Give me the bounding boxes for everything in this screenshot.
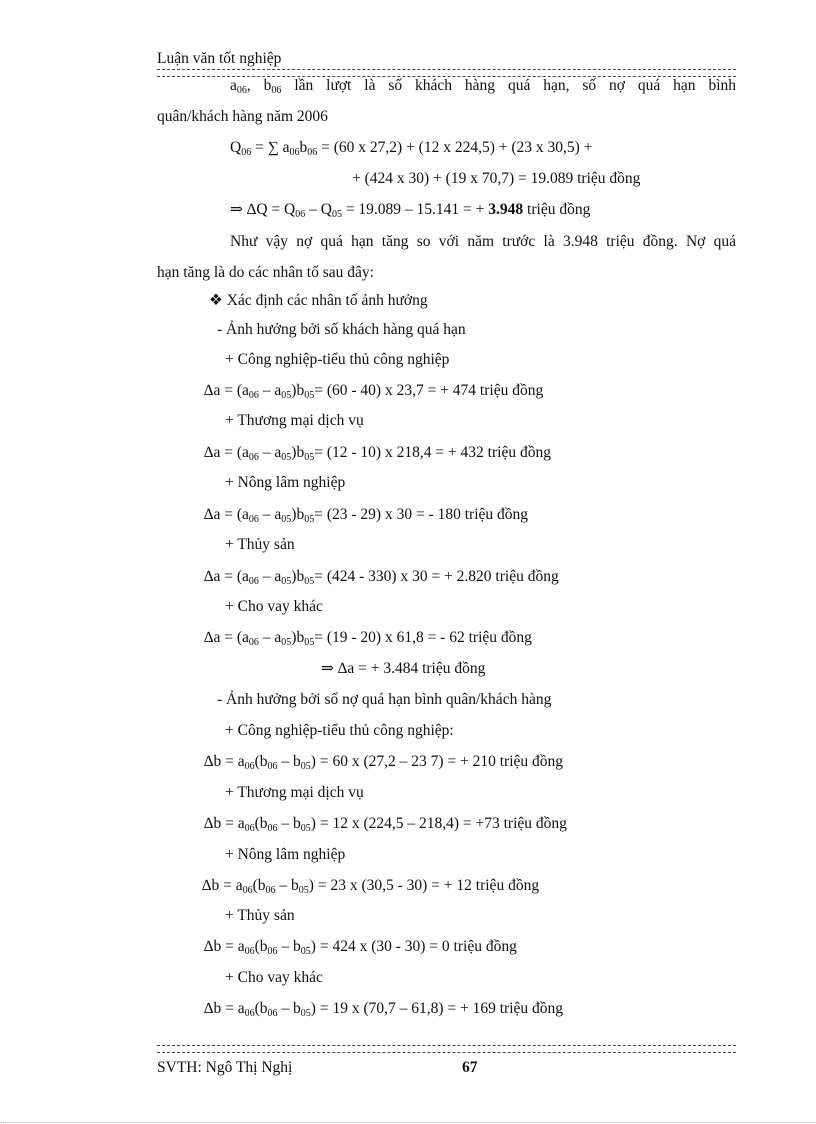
delta-b-sector-2: + Thương mại dịch vụ <box>225 784 364 801</box>
delta-a-sector-4: + Thủy sản <box>225 536 295 553</box>
delta-b-calc-5: $\Delta b = a_{06}(b_{06} - b_{05}) = 19$ x (70,7 – 61,8) = + 169 triệu đồng <box>204 1000 564 1019</box>
delta-a-total: ⇒ ∆a = + 3.484 triệu đồng <box>321 660 486 677</box>
diamond-bullet-icon: ❖ <box>209 292 223 309</box>
delta-b-sector-4: + Thủy sản <box>225 907 295 924</box>
q06-formula-line-1: $Q_{06}$ = ∑ $a_{06}b_{06} = (60$ x 27,2) + (12 x 224,5) + (23 x 30,5) + <box>230 139 593 158</box>
delta-a-calc-1: $\Delta a = (a_{06} - a_{05})b_{05}= (60 - 40)$ x 23,7 = + 474 triệu đồng <box>204 382 544 401</box>
delta-b-calc-1: $\Delta b = a_{06}(b_{06} - b_{05}) = 60$ x (27,2 – 23 7) = + 210 triệu đồng <box>204 753 564 772</box>
delta-a-calc-2: $\Delta a = (a_{06} - a_{05})b_{05}= (12 - 10)$ x 218,4 = + 432 triệu đồng <box>204 444 551 463</box>
subsection-b-heading: - Ảnh hưởng bởi số nợ quá hạn bình quân/khách hàng <box>217 691 552 708</box>
delta-b-calc-4: $\Delta b = a_{06}(b_{06} - b_{05}) = 424$ x (30 - 30) = 0 triệu đồng <box>204 938 517 957</box>
subsection-a-heading: - Ảnh hưởng bởi số khách hàng quá hạn <box>217 321 466 338</box>
delta-b-sector-5: + Cho vay khác <box>225 969 323 986</box>
delta-b-sector-1: + Công nghiệp-tiểu thủ công nghiệp: <box>225 722 454 739</box>
footer-divider <box>157 1045 736 1053</box>
delta-q-formula: ⇒ $\Delta Q = Q_{06} - Q_{05} = 19.089 - 15.141$ = + 3.948 triệu đồng <box>230 201 591 220</box>
delta-b-calc-3: $\Delta b = a_{06}(b_{06} - b_{05}) = 23$ x (30,5 - 30) = + 12 triệu đồng <box>202 877 540 896</box>
delta-b-sector-3: + Nông lâm nghiệp <box>225 846 346 863</box>
delta-a-sector-2: + Thương mại dịch vụ <box>225 412 364 429</box>
page-number: 67 <box>462 1059 478 1076</box>
delta-a-calc-4: $\Delta a = (a_{06} - a_{05})b_{05}= (424 - 330)$ x 30 = + 2.820 triệu đồng <box>204 568 559 587</box>
delta-a-sector-5: + Cho vay khác <box>225 598 323 615</box>
delta-a-calc-5: $\Delta a = (a_{06} - a_{05})b_{05}= (19 - 20)$ x 61,8 = - 62 triệu đồng <box>204 629 532 648</box>
delta-a-sector-1: + Công nghiệp-tiểu thủ công nghiệp <box>225 351 450 368</box>
paragraph-line-1: Như vậy nợ quá hạn tăng so với năm trước là 3.948 triệu đồng. Nợ quá <box>230 233 736 250</box>
page-header-title: Luận văn tốt nghiệp <box>157 50 282 67</box>
footer-author: SVTH: Ngô Thị Nghị <box>157 1059 293 1076</box>
section-heading: ❖ Xác định các nhân tố ảnh hưởng <box>209 292 428 309</box>
intro-line-1: $a_{06}$, $b_{06}$ lần lượt là số khách hàng quá hạn, số nợ quá hạn bình <box>230 77 737 96</box>
delta-a-sector-3: + Nông lâm nghiệp <box>225 474 346 491</box>
paragraph-line-2: hạn tăng là do các nhân tố sau đây: <box>157 264 374 281</box>
q06-formula-line-2: + (424 x 30) + (19 x 70,7) = 19.089 triệu đồng <box>352 170 641 187</box>
intro-line-2: quân/khách hàng năm 2006 <box>157 108 328 125</box>
delta-a-calc-3: $\Delta a = (a_{06} - a_{05})b_{05}= (23 - 29)$ x 30 = - 180 triệu đồng <box>204 506 529 525</box>
delta-b-calc-2: $\Delta b = a_{06}(b_{06} - b_{05}) = 12$ x (224,5 – 218,4) = +73 triệu đồng <box>204 815 567 834</box>
